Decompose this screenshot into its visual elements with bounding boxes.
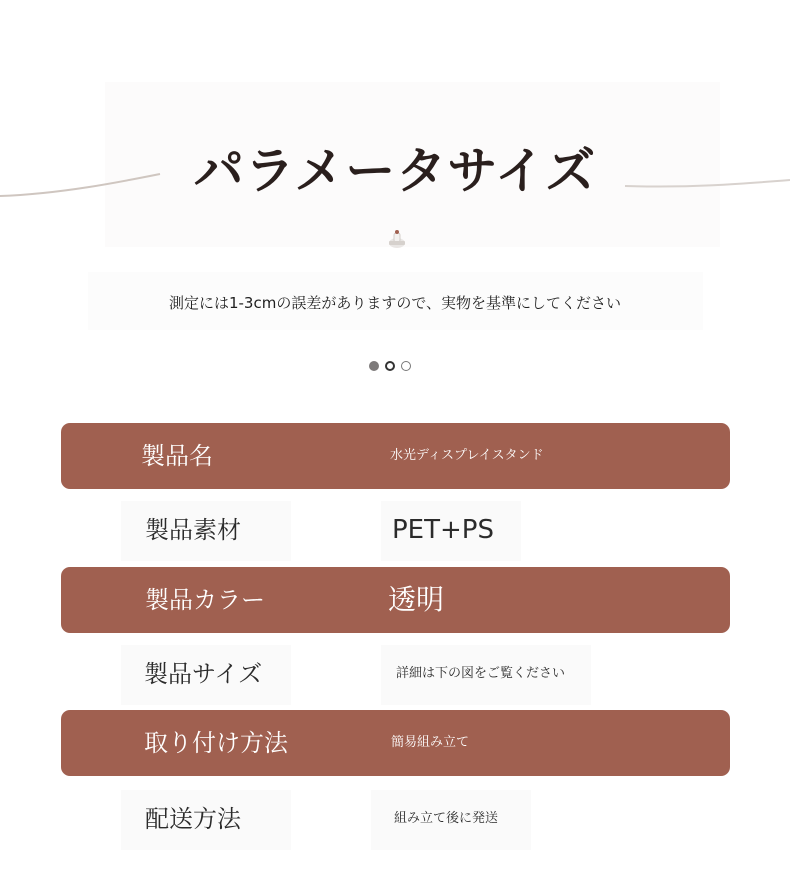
spec-value: 水光ディスプレイスタンド [390, 448, 544, 463]
spec-value: PET+PS [392, 515, 494, 545]
carousel-dot-2[interactable] [385, 361, 395, 371]
mascot-icon [385, 228, 409, 250]
spec-value: 透明 [388, 583, 445, 616]
carousel-dot-3[interactable] [401, 361, 411, 371]
spec-value: 組み立て後に発送 [394, 811, 499, 826]
spec-label: 製品名 [141, 442, 213, 470]
spec-label: 取り付け方法 [144, 729, 288, 757]
spec-row-product-name [61, 423, 730, 489]
spec-row-color [61, 567, 730, 633]
spec-label: 配送方法 [145, 805, 241, 833]
carousel-dot-1[interactable] [369, 361, 379, 371]
spec-row-material [61, 497, 730, 563]
spec-label: 製品カラー [145, 586, 265, 614]
spec-row-installation [61, 710, 730, 776]
spec-label: 製品サイズ [144, 660, 263, 688]
spec-row-size [61, 641, 730, 707]
spec-value: 簡易組み立て [391, 735, 470, 750]
spec-label: 製品素材 [145, 516, 241, 544]
spec-value: 詳細は下の図をご覧ください [396, 666, 566, 681]
spec-row-delivery [61, 786, 730, 852]
page-title: パラメータサイズ [193, 142, 597, 200]
carousel-dots [369, 361, 411, 373]
measurement-note: 測定には1-3cmの誤差がありますので、実物を基準にしてください [168, 294, 622, 312]
